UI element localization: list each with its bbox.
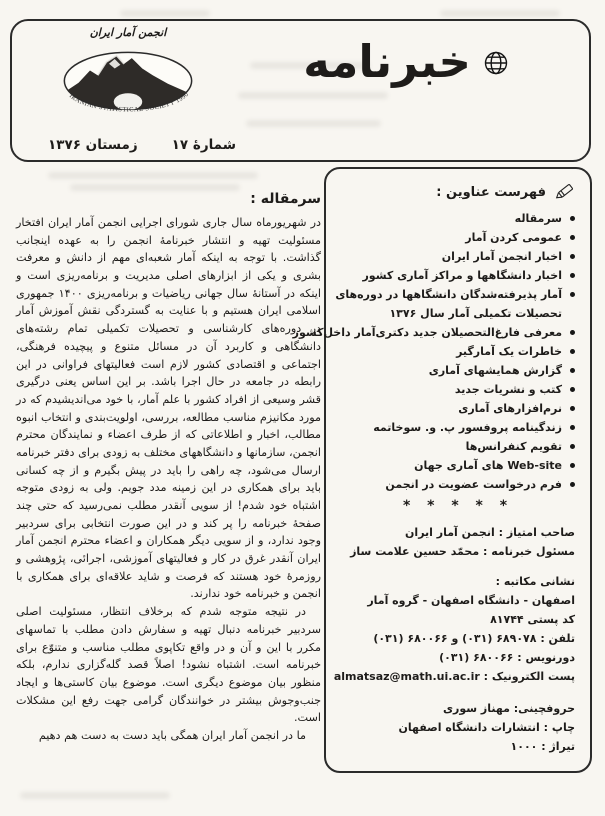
- issue-season: زمستان ۱۳۷۶: [48, 137, 138, 153]
- toc-item: اخبار انجمن آمار ایران: [341, 247, 575, 266]
- colophon-block: [341, 699, 575, 756]
- editorial-title: سرمقاله :: [250, 191, 321, 207]
- toc-item: کتب و نشریات جدید: [341, 380, 575, 399]
- bullet-icon: [570, 463, 575, 468]
- bullet-icon: [570, 368, 575, 373]
- owner-line: صاحب امتیاز : انجمن آمار ایران: [405, 526, 575, 539]
- contents-header: [341, 181, 575, 203]
- editorial-column: [16, 191, 321, 745]
- toc-item: گزارش همایشهای آماری: [341, 361, 575, 380]
- issue-row: [48, 137, 236, 153]
- address-line: اصفهان - دانشگاه اصفهان - گروه آمار: [367, 594, 575, 607]
- fax-line: دورنویس : ۶۸۰۰۶۶ (۰۳۱): [439, 651, 575, 664]
- typesetting-line: حروفچینی: مهناز سوری: [442, 702, 575, 715]
- society-logo: [48, 26, 208, 138]
- contact-heading: نشانی مکاتبه :: [495, 575, 575, 588]
- toc-item: فرم درخواست عضویت در انجمن: [341, 475, 575, 494]
- toc-item: عمومی کردن آمار: [341, 228, 575, 247]
- circulation-line: تیراژ : ۱۰۰۰: [510, 740, 575, 753]
- newsletter-title-block: [303, 36, 509, 88]
- bullet-icon: [570, 254, 575, 259]
- bullet-icon: [570, 273, 575, 278]
- toc-item: Web-site های آماری جهان: [341, 456, 575, 475]
- mountain-emblem-icon: [52, 39, 204, 138]
- toc-item: نرم‌افزارهای آماری: [341, 399, 575, 418]
- toc-item: زندگینامه پروفسور پ. و. سوخاتمه: [341, 418, 575, 437]
- toc-item: سرمقاله: [341, 209, 575, 228]
- newsletter-title: خبرنامه: [303, 35, 471, 88]
- toc-item: خاطرات یک آمارگیر: [341, 342, 575, 361]
- editor-line: مسئول خبرنامه : محمّد حسین علامت ساز: [350, 545, 575, 558]
- contents-list: [292, 209, 575, 494]
- toc-item: اخبار دانشگاهها و مراکز آماری کشور: [341, 266, 575, 285]
- stars-separator: * * * * *: [402, 498, 514, 514]
- bullet-icon: [570, 406, 575, 411]
- bullet-icon: [570, 235, 575, 240]
- issue-number: شمارهٔ ۱۷: [171, 137, 236, 153]
- editorial-paragraph: در نتیجه متوجه شدم که برخلاف انتظار، مسئولیت اصلی سردبیر خبرنامه دنبال تهیه و سفارش دادن مطلب با تماسهای مکرر با این و آن و در واقع تکاپوی مطلب مناسب و متنوّع برای خبرنامه است. اشتباه نشود! اصلاً قصد گله‌گزاری ندارم، بلکه منظور بیان موضوع دیگری است. موضوع بیان کاستی‌ها و ایجاد جنب‌وجوش بیشتر در خوانندگان گرامی جهت رفع این مشکلات است.: [16, 605, 321, 725]
- editorial-paragraph: ما در انجمن آمار ایران همگی باید دست به دست هم دهیم: [38, 728, 306, 742]
- bullet-icon: [570, 330, 575, 335]
- postal-code-line: کد پستی ۸۱۷۴۴: [490, 613, 575, 626]
- logo-persian-name: انجمن آمار ایران: [89, 26, 167, 39]
- bullet-icon: [570, 482, 575, 487]
- bullet-icon: [570, 444, 575, 449]
- logo-ring-text: IRANIAN STATISTICAL SOCIETY 1990: [67, 90, 191, 114]
- contact-block: [333, 572, 575, 686]
- bullet-icon: [570, 349, 575, 354]
- print-line: چاپ : انتشارات دانشگاه اصفهان: [398, 721, 575, 734]
- bullet-icon: [570, 216, 575, 221]
- contents-heading: فهرست عناوین :: [436, 184, 546, 200]
- toc-item: تقویم کنفرانس‌ها: [341, 437, 575, 456]
- pencil-icon: [553, 181, 575, 203]
- email-line: پست الکترونیک : almatsaz@math.ui.ac.ir: [333, 670, 575, 683]
- toc-item: آمار پذیرفته‌شدگان دانشگاهها در دوره‌های: [341, 285, 575, 304]
- phone-line: تلفن : ۶۸۹۰۷۸ (۰۳۱) و ۶۸۰۰۶۶ (۰۳۱): [373, 632, 575, 645]
- masthead: [10, 19, 591, 162]
- bullet-icon: [570, 425, 575, 430]
- contents-box: [292, 167, 592, 773]
- bullet-icon: [570, 387, 575, 392]
- editorial-paragraph: در شهریورماه سال جاری شورای اجرایی انجمن آمار ایران افتخار مسئولیت تهیه و انتشار خبرنامهٔ انجمن را به عهده اینجانب گذاشت. با توجه به اینکه آمار شعبه‌ای مهم از دانش و معرفت بشری و یکی از ابزارهای اصلی مدیریت و برنامه‌ریزی است و اینکه در آستانهٔ سال جهانی ریاضیات و برنامه‌ریزی ۱۴۰۰ جمهوری اسلامی ایران هستیم و با عنایت به گستردگی نقش آموزش آمار در دوره‌های کارشناسی و تحصیلات تکمیلی تمام رشته‌های دانشگاهی و کاربرد آن در مسائل متنوع و پیچیده فرهنگی، اجتماعی و اقتصادی کشور لازم است فعالیتهای فراوانی در این رابطه در جامعه در حال اجرا باشد. بر این اساس یعنی درگیری قشر وسیعی از افراد کشور با علم آمار، با خود می‌اندیشیدم که در مورد مکانیزم مناسب مطالعه، بررسی، اولویت‌بندی و انتخاب انبوه مطالب، اخبار و اطلاعاتی که از طرف اعضاء و نمایندگان محترم انجمن، سازمانها و دانشگاههای مختلف به زودی برای دفتر خبرنامه ارسال می‌شود، چه راهی را باید در پیش بگیرم و از چه کسانی باید برای همکاری در این زمینه مدد جویم. ولی به زودی متوجه اشتباه خود شدم! از سویی آنقدر مطلب نمی‌رسید که حتی چند صفحهٔ خبرنامه را پر کند و در این صورت انتخابی برای سردبیر وجود ندارد، و از سویی دیگر همکاران و اعضاء محترم انجمن آمار ایران آنقدر غرق در کار و فعالیتهای آموزشی، اجرائی، پژوهشی و روزمرهٔ خود هستند که فرصت و شاید علاقه‌ای برای همکاری با انجمن و خبرنامه خود ندارند.: [16, 216, 321, 601]
- toc-item-continuation: تحصیلات تکمیلی آمار سال ۱۳۷۶: [389, 307, 562, 320]
- bullet-icon: [570, 292, 575, 297]
- publisher-block: [341, 523, 575, 561]
- globe-icon: [483, 50, 509, 76]
- toc-item: معرفی فارغ‌التحصیلان جدید دکتری‌آمار داخل‌کشور: [341, 323, 575, 342]
